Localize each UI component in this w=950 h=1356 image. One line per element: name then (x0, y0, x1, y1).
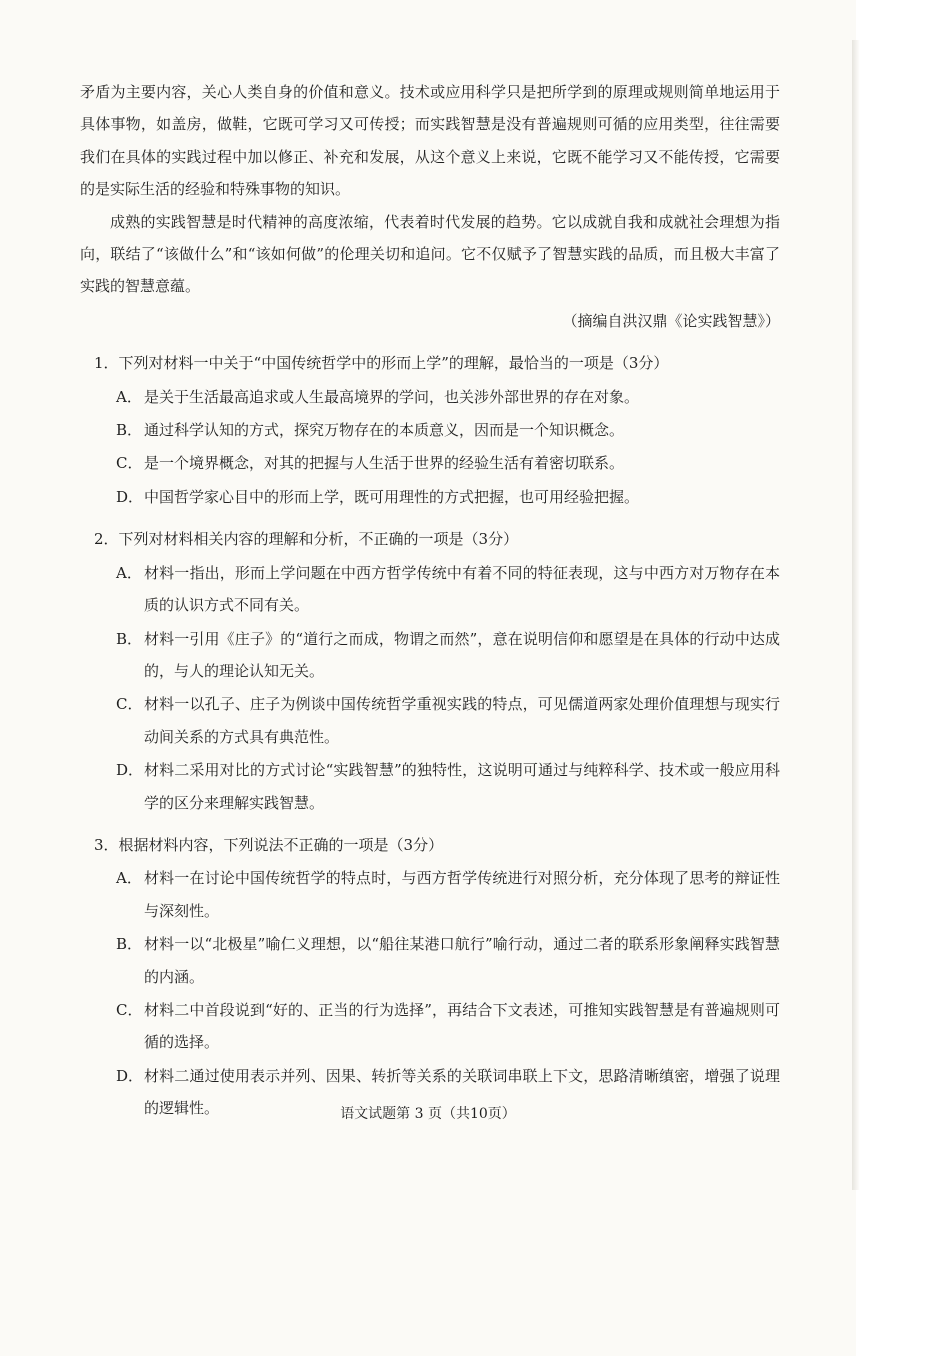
option-text: 是关于生活最高追求或人生最高境界的学问，也关涉外部世界的存在对象。 (144, 387, 640, 406)
question-stem: 1．下列对材料一中关于“中国传统哲学中的形而上学”的理解，最恰当的一项是（3分） (94, 354, 669, 373)
option-text: 是一个境界概念，对其的把握与人生活于世界的经验生活有着密切联系。 (144, 454, 625, 473)
question-2 (80, 523, 780, 819)
option-letter: A． (116, 869, 142, 888)
option-c (80, 994, 780, 1059)
option-letter: A． (116, 387, 142, 406)
option-letter: D． (116, 1066, 144, 1085)
option-d (80, 754, 780, 819)
question-stem: 3．根据材料内容，下列说法不正确的一项是（3分） (94, 835, 444, 854)
option-text: 材料二采用对比的方式讨论“实践智慧”的独特性，这说明可通过与纯粹科学、技术或一般应用科学的区分来理解实践智慧。 (144, 761, 780, 812)
option-letter: A． (116, 563, 142, 582)
passage-paragraph: 矛盾为主要内容，关心人类自身的价值和意义。技术或应用科学只是把所学到的原理或规则简单地运用于具体事物，如盖房，做鞋，它既可学习又可传授；而实践智慧是没有普遍规则可循的应用类型，往往需要我们在具体的实践过程中加以修正、补充和发展，从这个意义上来说，它既不能学习又不能传授，它需要的是实际生活的经验和特殊事物的知识。 (80, 83, 780, 199)
option-text: 材料一以孔子、庄子为例谈中国传统哲学重视实践的特点，可见儒道两家处理价值理想与现实行动间关系的方式具有典范性。 (144, 695, 780, 746)
option-a (80, 557, 780, 622)
option-text: 材料二中首段说到“好的、正当的行为选择”，再结合下文表述，可推知实践智慧是有普遍规则可循的选择。 (144, 1000, 780, 1052)
exam-page-content (80, 76, 780, 1125)
question-stem: 2．下列对材料相关内容的理解和分析，不正确的一项是（3分） (94, 530, 519, 549)
option-letter: C． (116, 1000, 143, 1019)
option-text: 材料二通过使用表示并列、因果、转折等关系的关联词串联上下文，思路清晰缜密，增强了说理的逻辑性。 (144, 1066, 780, 1118)
option-letter: D． (116, 487, 144, 506)
question-1 (80, 347, 780, 513)
option-a (80, 381, 780, 413)
option-c (80, 688, 780, 753)
option-a (80, 862, 780, 927)
option-text: 材料一以“北极星”喻仁义理想，以“船往某港口航行”喻行动，通过二者的联系形象阐释实践智慧的内涵。 (144, 935, 780, 986)
option-text: 材料一指出，形而上学问题在中西方哲学传统中有着不同的特征表现，这与中西方对万物存在本质的认识方式不同有关。 (144, 563, 780, 615)
option-text: 材料一在讨论中国传统哲学的特点时，与西方哲学传统进行对照分析，充分体现了思考的辩证性与深刻性。 (144, 869, 780, 920)
option-d (80, 481, 780, 513)
option-b (80, 623, 780, 688)
question-3 (80, 829, 780, 1125)
option-letter: B． (116, 629, 143, 648)
passage-source: （摘编自洪汉鼎《论实践智慧》） (562, 311, 780, 330)
option-text: 材料一引用《庄子》的“道行之而成，物谓之而然”，意在说明信仰和愿望是在具体的行动中达成的，与人的理论认知无关。 (144, 629, 780, 680)
option-b (80, 928, 780, 993)
option-c (80, 447, 780, 479)
option-letter: B． (116, 935, 143, 954)
paper-edge (852, 40, 860, 1190)
option-letter: D． (116, 761, 144, 780)
option-letter: C． (116, 695, 143, 714)
option-text: 中国哲学家心目中的形而上学，既可用理性的方式把握，也可用经验把握。 (144, 487, 640, 506)
page-footer: 语文试题第 3 页（共10页） (340, 1106, 516, 1122)
passage-paragraph: 成熟的实践智慧是时代精神的高度浓缩，代表着时代发展的趋势。它以成就自我和成就社会理想为指向，联结了“该做什么”和“该如何做”的伦理关切和追问。它不仅赋予了智慧实践的品质，而且极大丰富了实践的智慧意蕴。 (80, 212, 780, 296)
option-letter: C． (116, 454, 143, 473)
option-b (80, 414, 780, 446)
option-text: 通过科学认知的方式，探究万物存在的本质意义，因而是一个知识概念。 (144, 421, 625, 440)
option-letter: B． (116, 421, 143, 440)
